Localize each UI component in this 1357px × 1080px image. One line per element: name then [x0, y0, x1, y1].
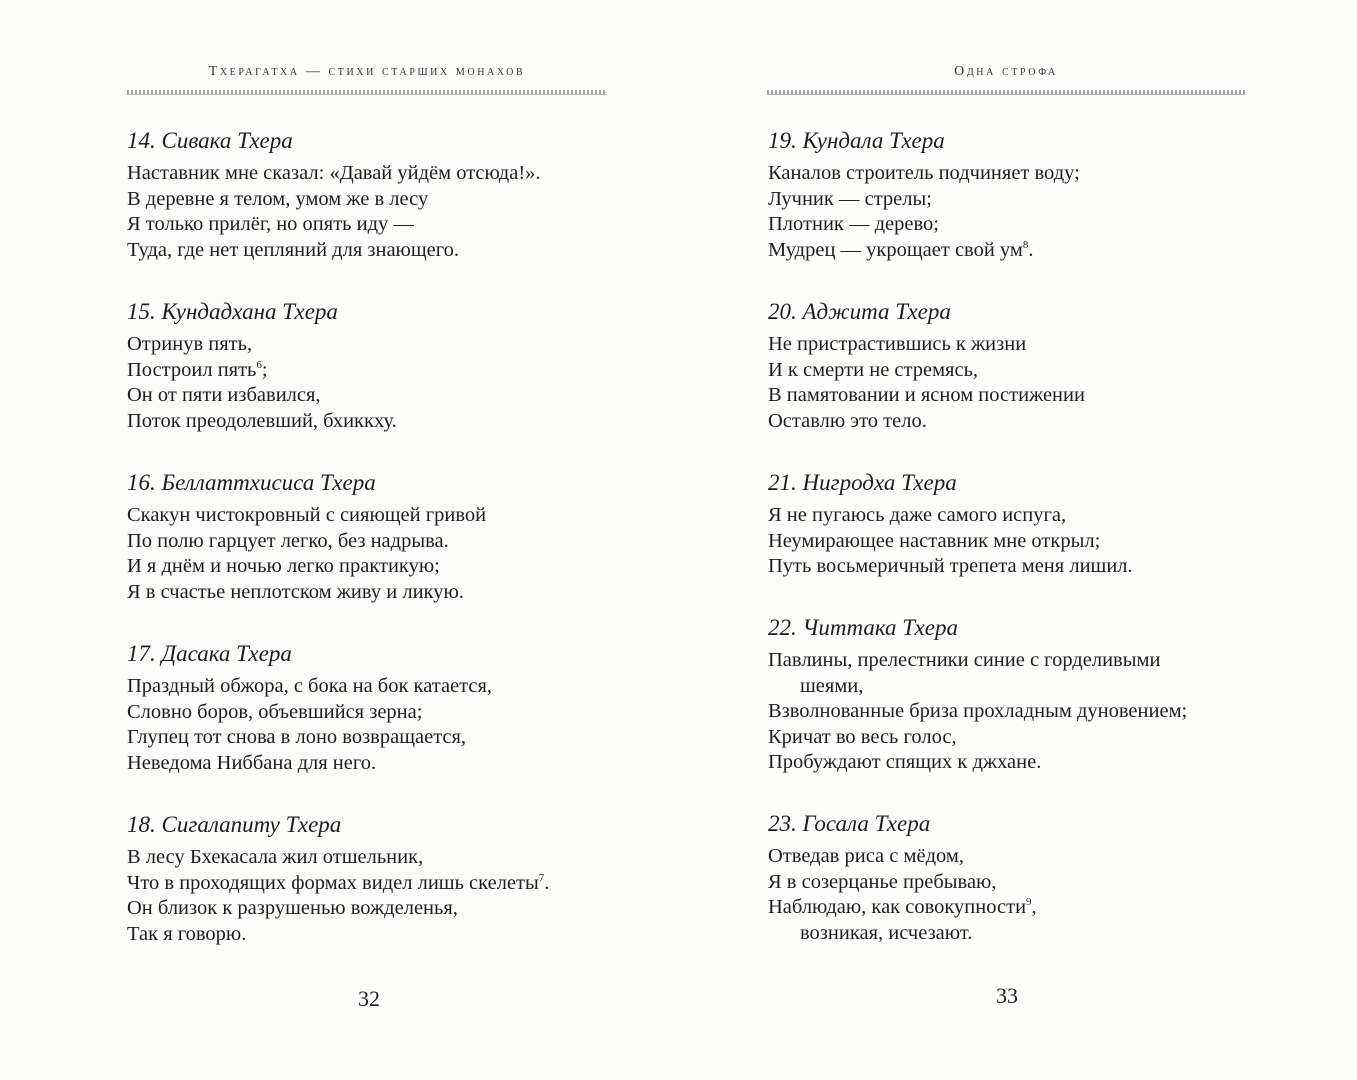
poem-line: [768, 358, 1085, 384]
line-text: В памятовании и ясном постижении: [768, 384, 1085, 407]
line-text: Путь восьмеричный трепета меня лишил.: [768, 555, 1133, 578]
poem-title: 23. Госала Тхера: [768, 811, 931, 836]
poem: [127, 299, 397, 434]
line-text: И к смерти не стремясь,: [768, 358, 979, 381]
poem-line: [127, 187, 541, 213]
page-number: 33: [996, 983, 1018, 1008]
line-text: Он близок к разрушенью вожделенья,: [127, 897, 458, 920]
poem-line: [127, 845, 549, 871]
line-text: Что в проходящих формах видел лишь скелеты: [127, 871, 539, 894]
poem: [127, 812, 549, 947]
poem-line: [127, 212, 541, 238]
line-text: Построил пять: [127, 358, 257, 381]
line-text: Наблюдаю, как совокупности: [768, 896, 1027, 919]
running-head: Тхерагатха — стихи старших монахов: [208, 64, 526, 79]
line-punctuation: .: [544, 871, 550, 894]
poem-line: [127, 751, 492, 777]
line-text: Неведома Ниббана для него.: [127, 751, 377, 774]
poem-line: [768, 648, 1187, 674]
poem-line: [768, 725, 1187, 751]
poem-title: 16. Беллаттхисиса Тхера: [127, 470, 376, 495]
poem-line: [768, 383, 1085, 409]
line-text: Я в счастье неплотском живу и ликую.: [127, 580, 464, 603]
poem-title: 19. Кундала Тхера: [768, 128, 945, 153]
poem-line: [768, 529, 1133, 555]
line-text: Лучник — стрелы;: [768, 187, 932, 210]
poem-line: [127, 896, 549, 922]
poem-line: [768, 674, 1187, 700]
line-text: Павлины, прелестники синие с горделивыми: [768, 649, 1161, 671]
line-text: Скакун чистокровный с сияющей гривой: [127, 504, 487, 526]
page-number: 32: [358, 986, 380, 1011]
line-text: В лесу Бхекасала жил отшельник,: [127, 846, 424, 868]
header-rule: [767, 90, 1245, 95]
line-punctuation: ,: [1031, 896, 1037, 919]
header-rule: [127, 90, 607, 95]
line-text: Наставник мне сказал: «Давай уйдём отсюда!».: [127, 162, 541, 184]
poem-title: 22. Читтака Тхера: [768, 615, 958, 640]
poem-title: 15. Кундадхана Тхера: [127, 299, 338, 324]
poem: [127, 641, 492, 776]
poem-line: [768, 332, 1085, 358]
poem: [768, 299, 1085, 434]
line-text: Пробуждают спящих к джхане.: [768, 751, 1042, 774]
line-text: шеями,: [800, 674, 864, 697]
poem: [768, 615, 1187, 776]
poem-title: 17. Дасака Тхера: [127, 641, 292, 666]
line-punctuation: .: [1028, 238, 1034, 261]
line-text: Словно боров, объевшийся зерна;: [127, 700, 423, 723]
line-text: Не пристрастившись к жизни: [768, 333, 1027, 355]
line-text: Отведав риса с мёдом,: [768, 845, 964, 867]
footnote-marker[interactable]: 9: [1026, 896, 1032, 909]
line-text: Мудрец — укрощает свой ум: [768, 238, 1023, 261]
line-text: Праздный обжора, с бока на бок катается,: [127, 675, 493, 697]
poem-line: [127, 674, 492, 700]
poem-line: [127, 409, 397, 435]
poem: [127, 128, 541, 263]
line-text: Оставлю это тело.: [768, 409, 927, 432]
poem-line: [768, 554, 1133, 580]
line-punctuation: ;: [261, 358, 268, 381]
line-text: Плотник — дерево;: [768, 213, 939, 236]
poem-line: [768, 750, 1187, 776]
line-text: Я не пугаюсь даже самого испуга,: [768, 504, 1067, 526]
footnote-marker[interactable]: 8: [1022, 238, 1029, 251]
poem-line: [127, 529, 486, 555]
poem-title: 21. Нигродха Тхера: [768, 470, 957, 495]
line-text: И я днём и ночью легко практикую;: [127, 555, 440, 578]
line-text: Взволнованные бриза прохладным дуновением;: [768, 700, 1188, 723]
running-head: Одна строфа: [954, 64, 1058, 79]
line-text: Он от пяти избавился,: [127, 384, 321, 407]
line-text: Поток преодолевший, бхиккху.: [127, 409, 397, 432]
poem-line: [127, 725, 492, 751]
poem-line: [127, 580, 486, 606]
line-text: Неумирающее наставник мне открыл;: [768, 529, 1101, 552]
poem: [127, 470, 486, 605]
poem-title: 18. Сигалапиту Тхера: [127, 812, 342, 837]
poem-line: [127, 161, 541, 187]
poem-line: [768, 921, 1037, 947]
right-page: [680, 0, 1357, 1080]
poem-line: [768, 161, 1080, 187]
line-text: Отринув пять,: [127, 333, 253, 355]
poem-line: [127, 554, 486, 580]
line-text: Так я говорю.: [127, 922, 247, 945]
line-text: Я в созерцанье пребываю,: [768, 870, 997, 893]
footnote-marker[interactable]: 7: [538, 871, 545, 884]
poem-line: [768, 409, 1085, 435]
poem-line: [768, 699, 1187, 725]
poem-line: [768, 503, 1133, 529]
line-text: возникая, исчезают.: [800, 921, 973, 944]
poem-line: [127, 700, 492, 726]
poem-title: 20. Аджита Тхера: [768, 299, 951, 324]
poem-line: [768, 238, 1080, 264]
line-text: Глупец тот снова в лоно возвращается,: [127, 726, 467, 749]
poem: [768, 811, 1037, 946]
poem-title: 14. Сивака Тхера: [127, 128, 293, 153]
poem-line: [768, 870, 1037, 896]
poem-line: [127, 871, 549, 897]
poem-line: [127, 238, 541, 264]
poem-line: [768, 187, 1080, 213]
line-text: В деревне я телом, умом же в лесу: [127, 187, 429, 210]
poem-line: [768, 895, 1037, 921]
line-text: По полю гарцует легко, без надрыва.: [127, 529, 449, 552]
poem-line: [768, 212, 1080, 238]
line-text: Каналов строитель подчиняет воду;: [768, 162, 1080, 184]
line-text: Я только прилёг, но опять иду —: [127, 213, 414, 236]
poem: [768, 470, 1133, 580]
line-text: Туда, где нет цепляний для знающего.: [127, 238, 460, 261]
poem-line: [127, 383, 397, 409]
footnote-marker[interactable]: 6: [256, 358, 262, 371]
line-text: Кричат во весь голос,: [768, 725, 957, 748]
poem-line: [127, 332, 397, 358]
poem-line: [127, 358, 397, 384]
poem: [768, 128, 1080, 263]
poem-line: [768, 844, 1037, 870]
poem-line: [127, 922, 549, 948]
poem-line: [127, 503, 486, 529]
